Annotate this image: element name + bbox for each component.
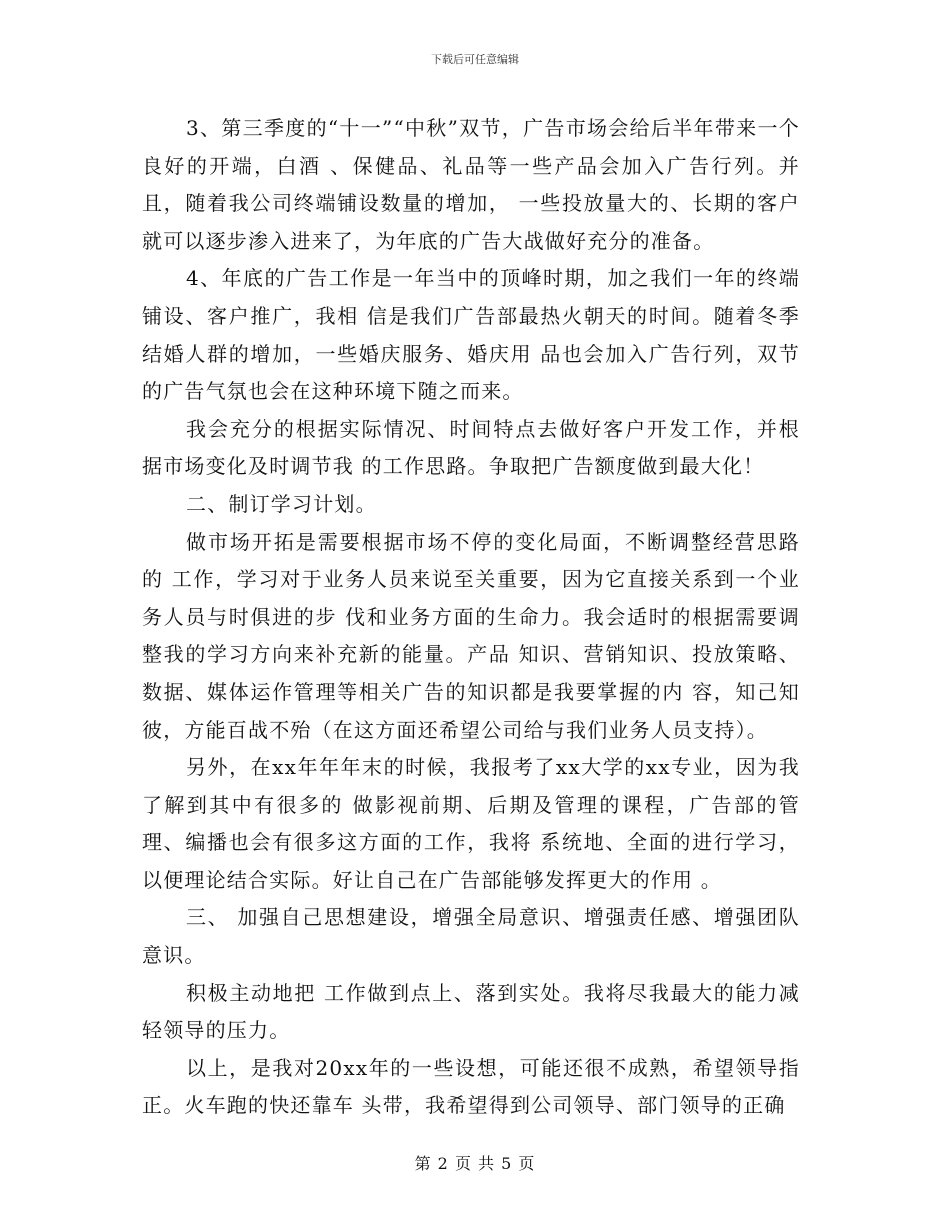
paragraph-client-development: 我会充分的根据实际情况、时间特点去做好客户开发工作，并根据市场变化及时调节我 的工作思路。争取把广告额度做到最大化！ bbox=[142, 416, 800, 479]
paragraph-conclusion: 以上，是我对20xx年的一些设想，可能还很不成熟，希望领导指正。火车跑的快还靠车 头带，我希望得到公司领导、部门领导的正确 bbox=[142, 1055, 800, 1118]
section-heading-study-plan: 二、制订学习计划。 bbox=[186, 491, 377, 516]
page-number-footer: 第 2 页 共 5 页 bbox=[414, 1154, 536, 1173]
section-heading-ideology: 三、 加强自己思想建设，增强全局意识、增强责任感、增强团队意识。 bbox=[142, 905, 800, 968]
paragraph-proactive-work: 积极主动地把 工作做到点上、落到实处。我将尽我最大的能力减轻领导的压力。 bbox=[142, 980, 800, 1043]
paragraph-q3-holidays: 3、第三季度的“十一”“中秋”双节，广告市场会给后半年带来一个良好的开端，白酒 、保健品、礼品等一些产品会加入广告行列。并且，随着我公司终端铺设数量的增加， 一些投放量大的、长期的客户就可以逐步渗入进来了，为年底的广告大战做好充分的准备。 bbox=[142, 116, 800, 253]
document-body bbox=[142, 110, 800, 1125]
page-header-note: 下载后可任意编辑 bbox=[431, 53, 519, 66]
paragraph-study-importance: 做市场开拓是需要根据市场不停的变化局面，不断调整经营思路的 工作，学习对于业务人员来说至关重要，因为它直接关系到一个业务人员与时俱进的步 伐和业务方面的生命力。我会适时的根据需要调整我的学习方向来补充新的能量。产品 知识、营销知识、投放策略、数据、媒体运作管理等相关广告的知识都是我要掌握的内 容，知己知彼，方能百战不殆（在这方面还希望公司给与我们业务人员支持）。 bbox=[142, 529, 800, 742]
paragraph-university-course: 另外，在xx年年年末的时候，我报考了xx大学的xx专业，因为我了解到其中有很多的 做影视前期、后期及管理的课程，广告部的管理、编播也会有很多这方面的工作，我将 系统地、全面的进行学习，以便理论结合实际。好让自己在广告部能够发挥更大的作用 。 bbox=[142, 755, 800, 892]
paragraph-year-end: 4、年底的广告工作是一年当中的顶峰时期，加之我们一年的终端铺设、客户推广，我相 信是我们广告部最热火朝天的时间。随着冬季结婚人群的增加，一些婚庆服务、婚庆用 品也会加入广告行列，双节的广告气氛也会在这种环境下随之而来。 bbox=[142, 266, 800, 404]
